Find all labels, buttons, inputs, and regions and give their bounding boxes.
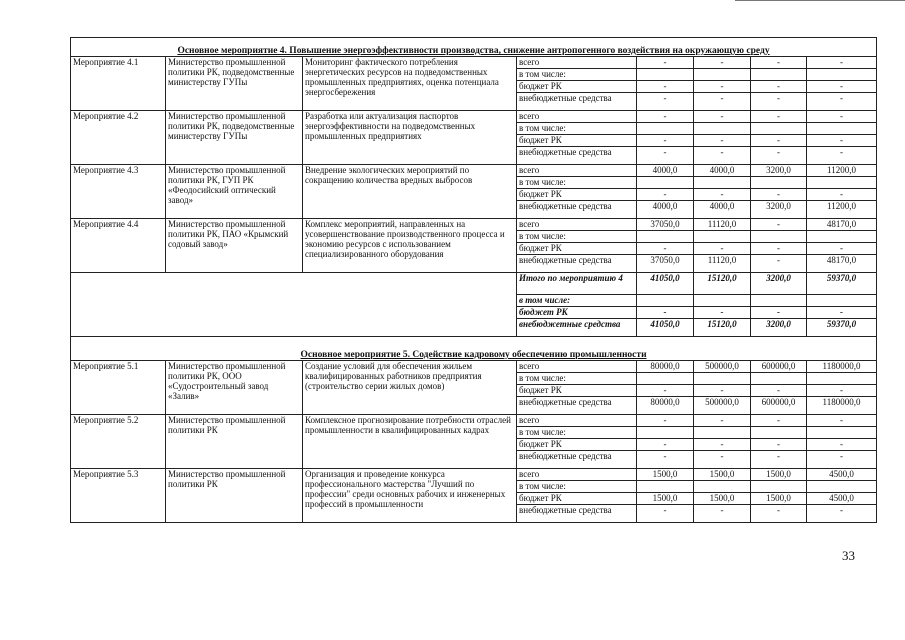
funding-value: - <box>694 135 751 147</box>
funding-source-label: в том числе: <box>517 231 637 243</box>
top-rule <box>735 0 905 1</box>
funding-value: 500000,0 <box>694 397 751 415</box>
funding-value <box>751 427 807 439</box>
funding-source-label: всего <box>517 111 637 123</box>
funding-value: - <box>694 243 751 255</box>
funding-value: - <box>807 505 877 523</box>
funding-source-label: внебюджетные средства <box>517 255 637 273</box>
section-header-row <box>71 38 877 57</box>
total-value: - <box>637 307 694 319</box>
activity-id: Мероприятие 5.1 <box>71 361 166 415</box>
funding-value: - <box>694 93 751 111</box>
funding-value <box>807 123 877 135</box>
table-row <box>71 469 877 481</box>
funding-value <box>694 123 751 135</box>
total-label: в том числе: <box>517 295 637 307</box>
funding-value: - <box>637 439 694 451</box>
funding-value: 3200,0 <box>751 201 807 219</box>
funding-value: 48170,0 <box>807 219 877 231</box>
funding-source-label: внебюджетные средства <box>517 147 637 165</box>
table-row <box>71 165 877 177</box>
funding-value: 80000,0 <box>637 361 694 373</box>
funding-value: - <box>637 135 694 147</box>
funding-source-label: внебюджетные средства <box>517 397 637 415</box>
section-title: Основное мероприятие 5. Содействие кадровому обеспечению промышленности <box>71 337 877 361</box>
funding-value: 1500,0 <box>751 493 807 505</box>
activity-description: Комплексное прогнозирование потребности отраслей промышленности в квалифицированных кадрах <box>303 415 517 469</box>
activity-executor: Министерство промышленной политики РК, ООО «Судостроительный завод «Залив» <box>166 361 303 415</box>
funding-value: - <box>751 219 807 231</box>
table-row <box>71 361 877 373</box>
funding-value: - <box>807 385 877 397</box>
funding-source-label: в том числе: <box>517 123 637 135</box>
funding-value <box>751 481 807 493</box>
funding-value: 37050,0 <box>637 219 694 231</box>
funding-value: 1500,0 <box>694 493 751 505</box>
funding-source-label: всего <box>517 57 637 69</box>
funding-value <box>637 231 694 243</box>
funding-value <box>807 427 877 439</box>
funding-value: 4000,0 <box>694 165 751 177</box>
funding-value <box>807 177 877 189</box>
total-value: 3200,0 <box>751 273 807 295</box>
funding-source-label: всего <box>517 415 637 427</box>
funding-value: 48170,0 <box>807 255 877 273</box>
activity-executor: Министерство промышленной политики РК <box>166 415 303 469</box>
funding-value <box>694 69 751 81</box>
funding-value: - <box>807 81 877 93</box>
funding-source-label: в том числе: <box>517 427 637 439</box>
funding-value: - <box>694 505 751 523</box>
funding-value: 4000,0 <box>637 165 694 177</box>
activity-description: Организация и проведение конкурса профессионального мастерства "Лучший по профессии" среди основных рабочих и инженерных профессий в промышленности <box>303 469 517 523</box>
funding-value: - <box>637 111 694 123</box>
funding-value: - <box>751 135 807 147</box>
funding-value <box>807 481 877 493</box>
activity-id: Мероприятие 4.2 <box>71 111 166 165</box>
funding-value <box>637 481 694 493</box>
funding-value: - <box>694 57 751 69</box>
funding-value: - <box>751 147 807 165</box>
funding-value <box>637 177 694 189</box>
funding-value: - <box>807 243 877 255</box>
activity-description: Создание условий для обеспечения жильем квалифицированных работников предприятия (строительство серии жилых домов) <box>303 361 517 415</box>
section-header-row <box>71 337 877 361</box>
funding-value: - <box>807 451 877 469</box>
funding-value: - <box>807 111 877 123</box>
funding-source-label: бюджет РК <box>517 439 637 451</box>
total-value: 15120,0 <box>694 273 751 295</box>
activity-executor: Министерство промышленной политики РК, подведомственные министерству ГУПы <box>166 111 303 165</box>
total-value: 59370,0 <box>807 273 877 295</box>
total-row <box>71 273 877 295</box>
funding-value: 11200,0 <box>807 201 877 219</box>
funding-value <box>751 231 807 243</box>
funding-source-label: бюджет РК <box>517 81 637 93</box>
total-value: 41050,0 <box>637 273 694 295</box>
funding-value: - <box>751 57 807 69</box>
funding-value <box>751 69 807 81</box>
funding-value: 1180000,0 <box>807 361 877 373</box>
funding-value: - <box>807 135 877 147</box>
funding-value: - <box>637 451 694 469</box>
funding-value: 1500,0 <box>751 469 807 481</box>
total-value <box>751 295 807 307</box>
funding-value: - <box>694 111 751 123</box>
funding-value: - <box>807 439 877 451</box>
funding-value: - <box>807 93 877 111</box>
funding-value: 3200,0 <box>751 165 807 177</box>
funding-value <box>751 123 807 135</box>
funding-source-label: бюджет РК <box>517 135 637 147</box>
funding-source-label: всего <box>517 219 637 231</box>
funding-value: 500000,0 <box>694 361 751 373</box>
total-value: 41050,0 <box>637 319 694 337</box>
funding-value <box>637 123 694 135</box>
total-value <box>637 295 694 307</box>
funding-value: - <box>751 415 807 427</box>
funding-value: 600000,0 <box>751 397 807 415</box>
funding-value: 4500,0 <box>807 469 877 481</box>
funding-value: 80000,0 <box>637 397 694 415</box>
funding-value: - <box>751 111 807 123</box>
total-label: внебюджетные средства <box>517 319 637 337</box>
funding-source-label: бюджет РК <box>517 189 637 201</box>
table-row <box>71 219 877 231</box>
program-funding-table <box>70 37 877 523</box>
total-value: - <box>751 307 807 319</box>
funding-source-label: бюджет РК <box>517 243 637 255</box>
funding-value: - <box>694 439 751 451</box>
section-title: Основное мероприятие 4. Повышение энергоэффективности производства, снижение антропогенного воздействия на окружающую среду <box>71 38 877 57</box>
funding-value: - <box>694 147 751 165</box>
total-label: бюджет РК <box>517 307 637 319</box>
funding-value: - <box>637 189 694 201</box>
table-row <box>71 415 877 427</box>
funding-value: - <box>694 415 751 427</box>
funding-value: 11120,0 <box>694 255 751 273</box>
activity-id: Мероприятие 5.3 <box>71 469 166 523</box>
funding-value <box>694 373 751 385</box>
funding-value: - <box>807 147 877 165</box>
activity-description: Разработка или актуализация паспортов энергоэффективности на подведомственных промышленных предприятиях <box>303 111 517 165</box>
funding-value: - <box>637 243 694 255</box>
funding-value: - <box>637 147 694 165</box>
funding-value: - <box>694 451 751 469</box>
total-label: Итого по мероприятию 4 <box>517 273 637 295</box>
activity-id: Мероприятие 4.1 <box>71 57 166 111</box>
total-value <box>694 295 751 307</box>
funding-source-label: в том числе: <box>517 373 637 385</box>
page-number: 33 <box>842 548 855 563</box>
funding-value <box>751 177 807 189</box>
funding-source-label: внебюджетные средства <box>517 505 637 523</box>
total-value: - <box>694 307 751 319</box>
funding-value: - <box>751 243 807 255</box>
funding-value: - <box>807 189 877 201</box>
funding-value <box>807 231 877 243</box>
total-value: 59370,0 <box>807 319 877 337</box>
funding-source-label: в том числе: <box>517 481 637 493</box>
activity-executor: Министерство промышленной политики РК, ГУП РК «Феодосийский оптический завод» <box>166 165 303 219</box>
funding-value: - <box>751 439 807 451</box>
total-value: 15120,0 <box>694 319 751 337</box>
funding-value: - <box>637 385 694 397</box>
activity-description: Комплекс мероприятий, направленных на усовершенствование производственного процесса и экономию ресурсов с использованием специализированного оборудования <box>303 219 517 273</box>
funding-source-label: всего <box>517 469 637 481</box>
funding-source-label: в том числе: <box>517 69 637 81</box>
funding-value <box>807 69 877 81</box>
funding-value <box>694 427 751 439</box>
total-value: - <box>807 307 877 319</box>
activity-description: Внедрение экологических мероприятий по сокращению количества вредных выбросов <box>303 165 517 219</box>
funding-value: - <box>807 57 877 69</box>
funding-value <box>694 177 751 189</box>
funding-value: 1500,0 <box>637 493 694 505</box>
funding-value: 4000,0 <box>694 201 751 219</box>
funding-value: - <box>694 81 751 93</box>
funding-value: - <box>751 451 807 469</box>
funding-source-label: внебюджетные средства <box>517 451 637 469</box>
funding-source-label: бюджет РК <box>517 385 637 397</box>
funding-value: - <box>637 93 694 111</box>
funding-value: 1180000,0 <box>807 397 877 415</box>
activity-id: Мероприятие 4.3 <box>71 165 166 219</box>
total-value: 3200,0 <box>751 319 807 337</box>
funding-value: 37050,0 <box>637 255 694 273</box>
funding-value: - <box>807 415 877 427</box>
total-value <box>807 295 877 307</box>
funding-value: 600000,0 <box>751 361 807 373</box>
funding-value: 1500,0 <box>694 469 751 481</box>
activity-description: Мониторинг фактического потребления энергетических ресурсов на подведомственных промышленных предприятиях, оценка потенциала энергосбережения <box>303 57 517 111</box>
funding-source-label: бюджет РК <box>517 493 637 505</box>
funding-value: - <box>751 255 807 273</box>
funding-value: - <box>751 385 807 397</box>
activity-executor: Министерство промышленной политики РК, ПАО «Крымский содовый завод» <box>166 219 303 273</box>
funding-value: 4000,0 <box>637 201 694 219</box>
activity-id: Мероприятие 5.2 <box>71 415 166 469</box>
funding-source-label: всего <box>517 361 637 373</box>
activity-id: Мероприятие 4.4 <box>71 219 166 273</box>
funding-source-label: в том числе: <box>517 177 637 189</box>
table-row <box>71 57 877 69</box>
activity-executor: Министерство промышленной политики РК <box>166 469 303 523</box>
total-blank-cell <box>71 273 517 337</box>
funding-value <box>637 373 694 385</box>
funding-value: 11200,0 <box>807 165 877 177</box>
funding-source-label: всего <box>517 165 637 177</box>
funding-value <box>694 481 751 493</box>
funding-value: - <box>694 385 751 397</box>
funding-value <box>637 427 694 439</box>
funding-value: - <box>694 189 751 201</box>
funding-value <box>694 231 751 243</box>
activity-executor: Министерство промышленной политики РК, подведомственные министерству ГУПы <box>166 57 303 111</box>
funding-value: - <box>637 415 694 427</box>
funding-source-label: внебюджетные средства <box>517 93 637 111</box>
funding-value: 4500,0 <box>807 493 877 505</box>
funding-source-label: внебюджетные средства <box>517 201 637 219</box>
funding-value: - <box>751 81 807 93</box>
funding-value: 11120,0 <box>694 219 751 231</box>
funding-value: - <box>751 505 807 523</box>
funding-value: - <box>637 505 694 523</box>
funding-value: - <box>637 81 694 93</box>
funding-value: 1500,0 <box>637 469 694 481</box>
funding-value <box>751 373 807 385</box>
funding-value: - <box>751 189 807 201</box>
funding-value <box>637 69 694 81</box>
table-row <box>71 111 877 123</box>
funding-value <box>807 373 877 385</box>
funding-value: - <box>751 93 807 111</box>
funding-value: - <box>637 57 694 69</box>
